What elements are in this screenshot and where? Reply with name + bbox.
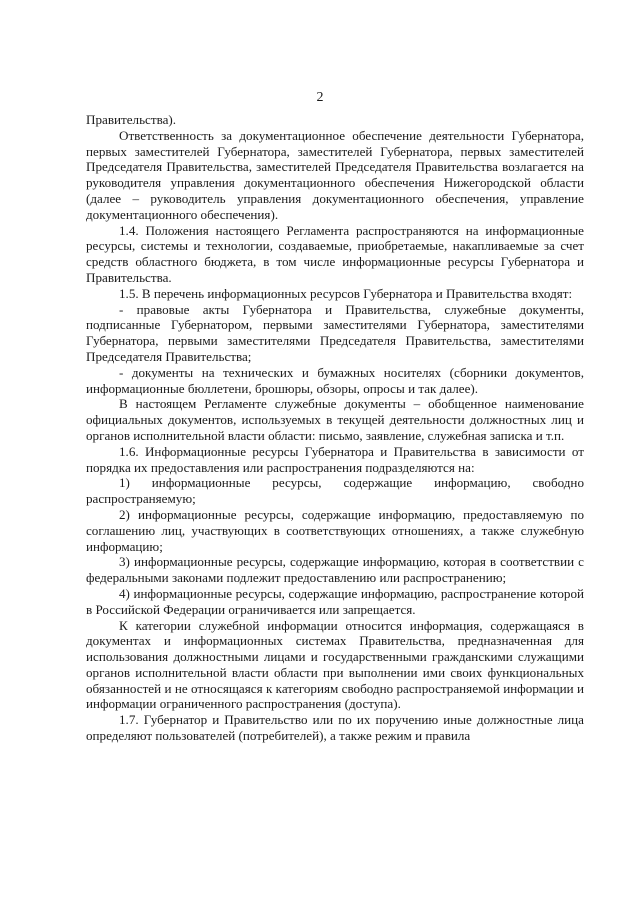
paragraph: 4) информационные ресурсы, содержащие информацию, распространение которой в Российской Федерации ограничивается или запрещается. xyxy=(86,585,584,617)
paragraph: 1) информационные ресурсы, содержащие информацию, свободно распространяемую; xyxy=(86,475,584,507)
paragraph: - правовые акты Губернатора и Правительства, служебные документы, подписанные Губернатором, первыми заместителями Губернатора, заместителями Губернатора, первыми заместителями Председателя Правительства, заместителями Председателя Правительства; xyxy=(86,301,584,364)
paragraph: Ответственность за документационное обеспечение деятельности Губернатора, первых заместителей Губернатора, заместителей Губернатора, первых заместителей Председателя Правительства, заместителей Председателя Правительства возлагается на руководителя управления документационного обеспечения Нижегородской области (далее – руководитель управления документационного обеспечения, управление документационного обеспечения). xyxy=(86,127,584,222)
paragraph: 1.7. Губернатор и Правительство или по их поручению иные должностные лица определяют пользователей (потребителей), а также режим и правила xyxy=(86,712,584,744)
page-number: 2 xyxy=(316,90,324,105)
paragraph: 2) информационные ресурсы, содержащие информацию, предоставляемую по соглашению лиц, участвующих в соответствующих отношениях, а также служебную информацию; xyxy=(86,506,584,554)
paragraph: - документы на технических и бумажных носителях (сборники документов, информационные бюллетени, брошюры, обзоры, опросы и так далее). xyxy=(86,364,584,396)
paragraph: 3) информационные ресурсы, содержащие информацию, которая в соответствии с федеральными законами подлежит предоставлению или распространению; xyxy=(86,554,584,586)
paragraph: К категории служебной информации относится информация, содержащаяся в документах и информационных системах Правительства, предназначенная для использования должностными лицами и государственными гражданскими служащими органов исполнительной власти области при выполнении ими своих функциональных обязанностей и не относящаяся к категориям свободно распространяемой информации и информации ограниченного распространения (доступа). xyxy=(86,617,584,712)
paragraph: В настоящем Регламенте служебные документы – обобщенное наименование официальных документов, используемых в текущей деятельности должностных лиц и органов исполнительной власти области: письмо, заявление, служебная записка и т.п. xyxy=(86,396,584,443)
paragraph: 1.5. В перечень информационных ресурсов Губернатора и Правительства входят: xyxy=(119,285,573,301)
paragraph: 1.6. Информационные ресурсы Губернатора и Правительства в зависимости от порядка их предоставления или распространения подразделяются на: xyxy=(86,443,584,475)
paragraph: 1.4. Положения настоящего Регламента распространяются на информационные ресурсы, системы и технологии, создаваемые, приобретаемые, накапливаемые за счет средств областного бюджета, в том числе информационные ресурсы Губернатора и Правительства. xyxy=(86,222,584,285)
paragraph: Правительства). xyxy=(86,112,177,127)
document-body xyxy=(86,112,584,744)
